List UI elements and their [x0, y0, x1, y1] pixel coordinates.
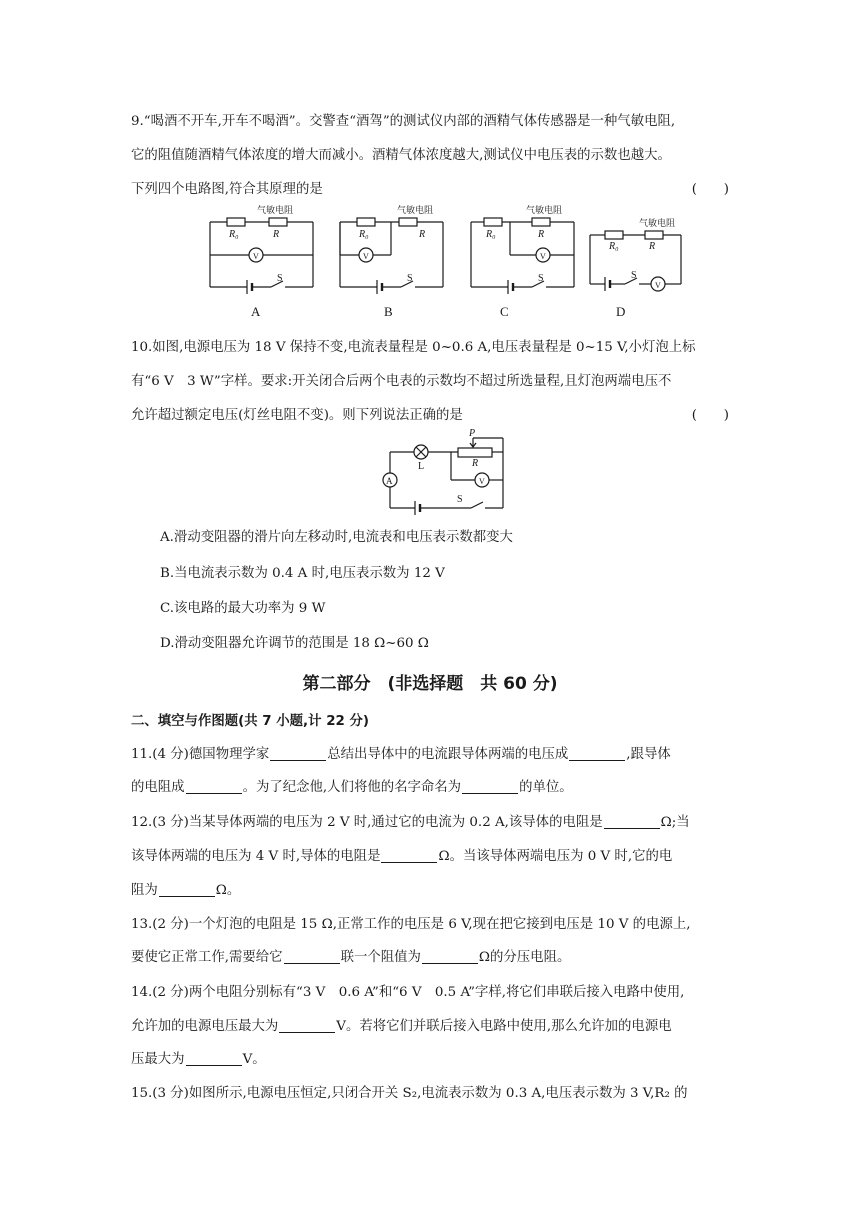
answer-blank[interactable]	[284, 949, 340, 964]
r-label: R	[649, 241, 656, 252]
voltmeter-label: V	[253, 252, 259, 261]
q9-circuit-c	[466, 205, 586, 300]
r-label: R	[273, 229, 280, 240]
gas-sensor-label: 气敏电阻	[397, 206, 434, 216]
r0-label: R₀	[609, 241, 619, 252]
answer-blank[interactable]	[381, 848, 437, 863]
answer-blank[interactable]	[270, 746, 326, 761]
q10-option-a: A.滑动变阻器的滑片向左移动时,电流表和电压表示数都变大	[160, 530, 513, 545]
q11-line-2: 的电阻成 。为了纪念他,人们将他的名字命名为 的单位。	[131, 780, 573, 795]
slider-p-label: P	[469, 428, 476, 439]
q9-option-a: A	[251, 304, 261, 319]
switch-label: S	[538, 273, 544, 284]
gas-sensor-label: 气敏电阻	[257, 206, 294, 216]
q10-answer-bracket: ( )	[691, 408, 729, 423]
q10-option-b: B.当电流表示数为 0.4 A 时,电压表示数为 12 V	[160, 566, 445, 581]
q9-circuit-d	[585, 212, 695, 302]
r0-label: R₀	[359, 229, 369, 240]
q14-line-2: 允许加的电源电压最大为 V。若将它们并联后接入电路中使用,那么允许加的电源电	[131, 1019, 672, 1034]
answer-blank[interactable]	[159, 882, 215, 897]
q14-line-1: 14.(2 分)两个电阻分别标有“3 V 0.6 A”和“6 V 0.5 A”字样,将它们串联后接入电路中使用,	[131, 985, 685, 1000]
gas-sensor-label: 气敏电阻	[526, 206, 563, 216]
q10-option-d: D.滑动变阻器允许调节的范围是 18 Ω~60 Ω	[160, 636, 429, 651]
voltmeter-label: V	[655, 281, 661, 290]
q12-line-3: 阻为 Ω。	[131, 883, 241, 898]
answer-blank[interactable]	[186, 1051, 242, 1066]
voltmeter-label: V	[363, 252, 369, 261]
q11-line-1: 11.(4 分)德国物理学家 总结出导体中的电流跟导体两端的电压成 ,跟导体	[131, 747, 671, 762]
q9-circuit-b	[335, 205, 455, 300]
q13-line-1: 13.(2 分)一个灯泡的电阻是 15 Ω,正常工作的电压是 6 V,现在把它接到电压是 10 V 的电源上,	[131, 917, 691, 932]
q9-circuit-a	[205, 205, 325, 300]
q9-option-b: B	[384, 304, 393, 319]
q9-answer-bracket: ( )	[691, 182, 729, 197]
q10-circuit	[375, 430, 515, 520]
switch-label: S	[407, 273, 413, 284]
answer-blank[interactable]	[186, 779, 242, 794]
answer-blank[interactable]	[604, 814, 660, 829]
q9-option-c: C	[500, 304, 509, 319]
gas-sensor-label: 气敏电阻	[639, 219, 676, 229]
q12-line-2: 该导体两端的电压为 4 V 时,导体的电阻是 Ω。当该导体两端电压为 0 V 时,它的电	[131, 849, 673, 864]
r-label: R	[538, 229, 545, 240]
q9-option-d: D	[616, 304, 626, 319]
answer-blank[interactable]	[462, 779, 518, 794]
q9-line-2: 它的阻值随酒精气体浓度的增大而减小。酒精气体浓度越大,测试仪中电压表的示数也越大。	[131, 148, 671, 163]
r0-label: R₀	[486, 229, 496, 240]
r0-label: R₀	[229, 229, 239, 240]
q14-line-3: 压最大为 V。	[131, 1052, 266, 1067]
switch-label: S	[277, 273, 283, 284]
q15-line-1: 15.(3 分)如图所示,电源电压恒定,只闭合开关 S₂,电流表示数为 0.3 A,电压表示数为 3 V,R₂ 的	[131, 1086, 688, 1101]
q10-line-2: 有“6 V 3 W”字样。要求:开关闭合后两个电表的示数均不超过所选量程,且灯泡两端电压不	[131, 374, 672, 389]
q9-line-1: 9.“喝酒不开车,开车不喝酒”。交警查“酒驾”的测试仪内部的酒精气体传感器是一种气敏电阻,	[131, 114, 676, 129]
q10-option-c: C.该电路的最大功率为 9 W	[160, 601, 326, 616]
part2-heading: 第二部分 (非选择题 共 60 分)	[302, 674, 558, 694]
r-label: R	[419, 229, 426, 240]
answer-blank[interactable]	[569, 746, 625, 761]
q13-line-2: 要使它正常工作,需要给它 联一个阻值为 Ω的分压电阻。	[131, 950, 571, 965]
lamp-l-label: L	[418, 461, 425, 472]
switch-label: S	[631, 270, 637, 281]
answer-blank[interactable]	[422, 949, 478, 964]
voltmeter-label: V	[479, 477, 485, 486]
q10-line-3: 允许超过额定电压(灯丝电阻不变)。则下列说法正确的是	[131, 408, 463, 423]
q9-line-3: 下列四个电路图,符合其原理的是	[131, 182, 323, 197]
q10-line-1: 10.如图,电源电压为 18 V 保持不变,电流表量程是 0~0.6 A,电压表量程是 0~15 V,小灯泡上标	[131, 340, 696, 355]
voltmeter-label: V	[540, 252, 546, 261]
rheostat-r-label: R	[472, 458, 479, 469]
answer-blank[interactable]	[279, 1018, 335, 1033]
section2-heading: 二、填空与作图题(共 7 小题,计 22 分)	[131, 714, 370, 729]
ammeter-label: A	[386, 476, 393, 486]
q12-line-1: 12.(3 分)当某导体两端的电压为 2 V 时,通过它的电流为 0.2 A,该导体的电阻是 Ω;当	[131, 815, 690, 830]
switch-label: S	[457, 494, 463, 505]
